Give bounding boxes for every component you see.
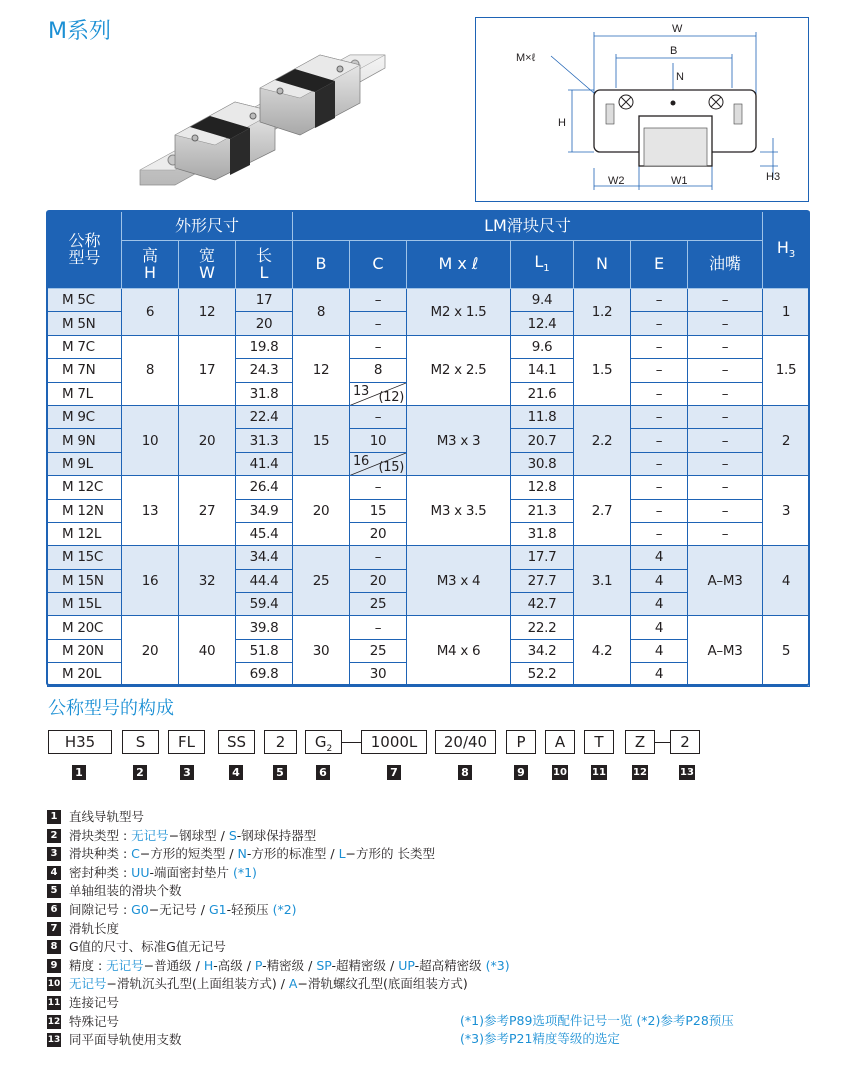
number-badge-3: 3 <box>180 765 194 780</box>
cell-b: 8 <box>293 289 350 336</box>
cell-c <box>350 382 407 405</box>
header-w: 宽 W <box>179 241 236 289</box>
cell-oil-nipple: – <box>688 289 763 312</box>
cell-b: 15 <box>293 405 350 475</box>
cell-l1: 11.8 <box>511 405 574 428</box>
cell-l1: 12.8 <box>511 476 574 499</box>
header-l1: $L_1$ <box>511 241 574 289</box>
cell-e: – <box>631 289 688 312</box>
header-l: 长 L <box>236 241 293 289</box>
cell-e: 4 <box>631 663 688 686</box>
cell-model: M 9N <box>48 429 122 452</box>
legend-number-badge: 6 <box>47 903 61 917</box>
cell-l1: 21.3 <box>511 499 574 522</box>
cell-oil-nipple: A–M3 <box>688 546 763 616</box>
legend-code: SP <box>316 957 332 973</box>
cell-mxl: M3 x 3 <box>407 405 511 475</box>
legend-number-badge: 11 <box>47 997 61 1008</box>
legend-number-badge: 5 <box>47 884 61 898</box>
cell-l1: 14.1 <box>511 359 574 382</box>
legend-number-badge: 3 <box>47 847 61 861</box>
cell-l1: 20.7 <box>511 429 574 452</box>
notes <box>460 1012 734 1048</box>
code-dash <box>342 742 361 743</box>
legend-code: (*1) <box>232 864 257 880</box>
header-model: 公称 型号 <box>48 212 122 289</box>
number-badge-10: 10 <box>553 767 567 778</box>
diagram-label-w1: W1 <box>671 175 688 187</box>
cell-e: – <box>631 359 688 382</box>
number-badge-2: 2 <box>133 765 147 780</box>
composition-title: 公称型号的构成 <box>48 698 174 719</box>
code-box-5: 2 <box>264 730 297 754</box>
legend-text: 精度 : <box>69 957 107 973</box>
table-row <box>48 616 810 639</box>
code-box-4: SS <box>218 730 255 754</box>
number-badge-13: 13 <box>680 767 694 778</box>
code-box-10: A <box>545 730 575 754</box>
code-box-13: 2 <box>670 730 700 754</box>
code-dash <box>655 742 670 743</box>
cell-oil-nipple: – <box>688 476 763 499</box>
legend-item <box>47 938 510 957</box>
legend-code: P <box>254 957 263 973</box>
legend-text: -超高精密级 <box>414 957 486 973</box>
cell-l: 34.9 <box>236 499 293 522</box>
legend-item <box>47 882 510 901</box>
legend-code: (*3) <box>485 957 510 973</box>
diagram-label-w2: W2 <box>608 175 625 187</box>
cell-model: M 7N <box>48 359 122 382</box>
code-box-9: P <box>506 730 536 754</box>
legend-text: -方形的标准型 / <box>246 846 339 862</box>
legend-item <box>47 1013 510 1032</box>
table-row <box>48 476 810 499</box>
cell-mxl: M2 x 2.5 <box>407 335 511 405</box>
legend-item <box>47 845 510 864</box>
cell-c: – <box>350 616 407 639</box>
header-h: 高 H <box>122 241 179 289</box>
legend-item <box>47 827 510 846</box>
cell-h3: 4 <box>763 546 810 616</box>
code-box-6: $G_2$ <box>305 730 342 754</box>
legend-text: -轻预压 <box>226 901 273 917</box>
cell-n: 1.2 <box>574 289 631 336</box>
header-c: C <box>350 241 407 289</box>
cell-model: M 7L <box>48 382 122 405</box>
cell-n: 2.7 <box>574 476 631 546</box>
legend-text: G值的尺寸、标准G值无记号 <box>69 939 226 955</box>
cross-section-diagram <box>475 17 809 202</box>
note-2: (*3)参考P21精度等级的选定 <box>460 1031 620 1046</box>
cell-n: 2.2 <box>574 405 631 475</box>
cell-h: 13 <box>122 476 179 546</box>
cell-h: 8 <box>122 335 179 405</box>
header-b: B <box>293 241 350 289</box>
cell-oil-nipple: – <box>688 335 763 358</box>
cell-e: 4 <box>631 616 688 639</box>
cell-l: 17 <box>236 289 293 312</box>
legend-text: 密封种类 : <box>69 864 132 880</box>
code-box-3: FL <box>168 730 205 754</box>
cell-e: – <box>631 312 688 335</box>
cell-c: – <box>350 289 407 312</box>
legend-text: −普通级 / <box>143 957 204 973</box>
cell-e: – <box>631 522 688 545</box>
cell-model: M 15C <box>48 546 122 569</box>
cell-model: M 5N <box>48 312 122 335</box>
legend-text: 单轴组装的滑块个数 <box>69 883 182 899</box>
table-row <box>48 405 810 428</box>
cell-model: M 12L <box>48 522 122 545</box>
cell-w: 17 <box>179 335 236 405</box>
diagram-label-n: N <box>676 71 684 83</box>
code-box-7: 1000L <box>361 730 427 754</box>
cell-l: 31.3 <box>236 429 293 452</box>
cell-l1: 9.4 <box>511 289 574 312</box>
number-badge-8: 8 <box>458 765 472 780</box>
cell-l: 31.8 <box>236 382 293 405</box>
cell-w: 27 <box>179 476 236 546</box>
legend-text: 滑轨长度 <box>69 920 120 936</box>
legend-item <box>47 994 510 1013</box>
cell-c: – <box>350 546 407 569</box>
number-badge-12: 12 <box>633 767 647 778</box>
cell-h: 10 <box>122 405 179 475</box>
cell-h3: 5 <box>763 616 810 686</box>
legend-number-badge: 1 <box>47 810 61 824</box>
legend-text: 滑块种类 : <box>69 846 132 862</box>
cell-mxl: M4 x 6 <box>407 616 511 686</box>
cell-b: 30 <box>293 616 350 686</box>
cell-l: 51.8 <box>236 639 293 662</box>
cell-e: – <box>631 499 688 522</box>
legend-text: 滑块类型 : <box>69 827 132 843</box>
legend-code: (*2) <box>272 901 297 917</box>
legend-code: 无记号 <box>106 957 144 973</box>
cell-e: – <box>631 452 688 475</box>
legend-number-badge: 10 <box>47 979 61 990</box>
cell-c: 8 <box>350 359 407 382</box>
legend-item <box>47 864 510 883</box>
cell-w: 32 <box>179 546 236 616</box>
legend-code: UP <box>398 957 415 973</box>
cell-l: 22.4 <box>236 405 293 428</box>
cell-model: M 12C <box>48 476 122 499</box>
cell-c: – <box>350 312 407 335</box>
legend-code: H <box>203 957 214 973</box>
cell-c: – <box>350 405 407 428</box>
header-mxl: M x ℓ <box>407 241 511 289</box>
legend-text: −无记号 / <box>148 901 209 917</box>
legend-text: −方形的短类型 / <box>139 846 238 862</box>
cell-l: 45.4 <box>236 522 293 545</box>
legend-number-badge: 13 <box>47 1035 61 1046</box>
cell-l1: 31.8 <box>511 522 574 545</box>
legend-code: 无记号 <box>69 976 107 992</box>
legend-text: -精密级 / <box>262 957 317 973</box>
cell-h: 16 <box>122 546 179 616</box>
table-row <box>48 289 810 312</box>
cell-n: 3.1 <box>574 546 631 616</box>
cell-c: 25 <box>350 639 407 662</box>
diagram-label-h: H <box>558 117 566 129</box>
cell-c-alt-value: (12) <box>378 389 404 405</box>
legend-item <box>47 808 510 827</box>
header-lm-block-dims: LM滑块尺寸 <box>293 212 763 241</box>
header-n: N <box>574 241 631 289</box>
legend-text: -高级 / <box>213 957 255 973</box>
diagram-label-h3: H3 <box>766 171 781 183</box>
cell-c: 20 <box>350 522 407 545</box>
cell-l1: 17.7 <box>511 546 574 569</box>
cell-c-alt-value: (15) <box>378 460 404 476</box>
legend-code: 无记号 <box>131 827 169 843</box>
cell-c: 15 <box>350 499 407 522</box>
legend-code: A <box>288 976 298 992</box>
legend-code: N <box>237 846 247 862</box>
legend-text: −方形的 长类型 <box>345 846 435 862</box>
cell-n: 1.5 <box>574 335 631 405</box>
number-badge-7: 7 <box>387 765 401 780</box>
composition-legend <box>47 808 510 1050</box>
cell-model: M 20C <box>48 616 122 639</box>
cell-h: 6 <box>122 289 179 336</box>
number-badge-11: 11 <box>592 767 606 778</box>
code-box-12: Z <box>625 730 655 754</box>
legend-text: 直线导轨型号 <box>69 809 145 824</box>
legend-number-badge: 9 <box>47 959 61 973</box>
cell-l: 34.4 <box>236 546 293 569</box>
header-outer-dims: 外形尺寸 <box>122 212 293 241</box>
code-box-2: S <box>122 730 159 754</box>
cell-c: 10 <box>350 429 407 452</box>
number-badge-5: 5 <box>273 765 287 780</box>
cell-c: 25 <box>350 593 407 616</box>
legend-code: UU <box>131 864 150 880</box>
cell-oil-nipple: – <box>688 405 763 428</box>
cell-oil-nipple: – <box>688 359 763 382</box>
cell-e: – <box>631 405 688 428</box>
legend-number-badge: 7 <box>47 922 61 936</box>
linear-guide-illustration <box>135 40 395 200</box>
cell-c: 20 <box>350 569 407 592</box>
legend-text: -端面密封垫片 <box>149 864 233 880</box>
legend-text: −滑轨螺纹孔型(底面组装方式) <box>297 976 468 992</box>
cell-l: 59.4 <box>236 593 293 616</box>
cell-l1: 9.6 <box>511 335 574 358</box>
cell-oil-nipple: – <box>688 452 763 475</box>
cell-l1: 27.7 <box>511 569 574 592</box>
legend-text: −滑轨沉头孔型(上面组装方式) / <box>106 976 289 992</box>
cell-oil-nipple: – <box>688 382 763 405</box>
cell-l1: 30.8 <box>511 452 574 475</box>
header-e: E <box>631 241 688 289</box>
legend-item <box>47 920 510 939</box>
legend-item <box>47 957 510 976</box>
diagram-label-mxl: M×ℓ <box>516 52 536 64</box>
cell-mxl: M2 x 1.5 <box>407 289 511 336</box>
cell-l1: 22.2 <box>511 616 574 639</box>
legend-text: -超精密级 / <box>331 957 399 973</box>
cell-h: 20 <box>122 616 179 686</box>
cell-oil-nipple: – <box>688 312 763 335</box>
cell-w: 12 <box>179 289 236 336</box>
cell-l1: 34.2 <box>511 639 574 662</box>
header-h3: $H_3$ <box>763 212 810 289</box>
cell-oil-nipple: – <box>688 499 763 522</box>
spec-table <box>47 211 810 687</box>
cell-l1: 12.4 <box>511 312 574 335</box>
cell-l: 39.8 <box>236 616 293 639</box>
number-badge-9: 9 <box>514 765 528 780</box>
code-box-1: H35 <box>48 730 112 754</box>
cell-model: M 15N <box>48 569 122 592</box>
legend-item <box>47 901 510 920</box>
cell-l: 69.8 <box>236 663 293 686</box>
number-badge-1: 1 <box>72 765 86 780</box>
cell-l: 41.4 <box>236 452 293 475</box>
legend-item <box>47 975 510 994</box>
legend-number-badge: 12 <box>47 1016 61 1027</box>
diagram-label-b: B <box>670 45 678 57</box>
cell-e: – <box>631 429 688 452</box>
legend-text: 间隙记号 : <box>69 901 132 917</box>
cell-mxl: M3 x 3.5 <box>407 476 511 546</box>
cell-b: 12 <box>293 335 350 405</box>
legend-text: −钢球型 / <box>168 827 229 843</box>
legend-code: G1 <box>208 901 227 917</box>
cell-h3: 3 <box>763 476 810 546</box>
cell-oil-nipple: – <box>688 522 763 545</box>
code-box-11: T <box>584 730 614 754</box>
cell-w: 20 <box>179 405 236 475</box>
cell-e: – <box>631 476 688 499</box>
legend-text: 同平面导轨使用支数 <box>69 1032 182 1048</box>
cell-model: M 9C <box>48 405 122 428</box>
cell-e: 4 <box>631 639 688 662</box>
cell-w: 40 <box>179 616 236 686</box>
cell-l: 19.8 <box>236 335 293 358</box>
cell-c: – <box>350 476 407 499</box>
legend-item <box>47 1031 510 1050</box>
header-oil-nipple: 油嘴 <box>688 241 763 289</box>
diagram-label-w: W <box>672 23 683 35</box>
cell-c-value: 16 <box>353 453 369 469</box>
cell-h3: 1.5 <box>763 335 810 405</box>
cell-model: M 9L <box>48 452 122 475</box>
cell-b: 25 <box>293 546 350 616</box>
cell-c <box>350 452 407 475</box>
cell-c-value: 13 <box>353 383 369 399</box>
cell-l1: 21.6 <box>511 382 574 405</box>
cell-h3: 1 <box>763 289 810 336</box>
legend-code: C <box>131 846 140 862</box>
legend-code: L <box>338 846 346 862</box>
cell-c: 30 <box>350 663 407 686</box>
number-badge-6: 6 <box>316 765 330 780</box>
cell-h3: 2 <box>763 405 810 475</box>
cell-oil-nipple: A–M3 <box>688 616 763 686</box>
cell-l: 24.3 <box>236 359 293 382</box>
legend-code: G0 <box>131 901 149 917</box>
cell-model: M 20L <box>48 663 122 686</box>
cell-b: 20 <box>293 476 350 546</box>
cell-c: – <box>350 335 407 358</box>
table-row <box>48 335 810 358</box>
cell-e: – <box>631 335 688 358</box>
cell-l1: 42.7 <box>511 593 574 616</box>
legend-number-badge: 4 <box>47 866 61 880</box>
cell-l: 20 <box>236 312 293 335</box>
cell-mxl: M3 x 4 <box>407 546 511 616</box>
cell-model: M 20N <box>48 639 122 662</box>
cell-model: M 15L <box>48 593 122 616</box>
code-box-8: 20/40 <box>435 730 496 754</box>
table-row <box>48 546 810 569</box>
cell-oil-nipple: – <box>688 429 763 452</box>
number-badge-4: 4 <box>229 765 243 780</box>
cell-model: M 7C <box>48 335 122 358</box>
cell-e: 4 <box>631 569 688 592</box>
cell-e: 4 <box>631 546 688 569</box>
note-1: (*1)参考P89选项配件记号一览 (*2)参考P28预压 <box>460 1013 734 1028</box>
cell-model: M 12N <box>48 499 122 522</box>
page-title: M系列 <box>48 19 111 44</box>
cell-l: 26.4 <box>236 476 293 499</box>
cell-n: 4.2 <box>574 616 631 686</box>
legend-text: -钢球保持器型 <box>236 827 317 843</box>
cell-model: M 5C <box>48 289 122 312</box>
legend-text: 特殊记号 <box>69 1013 120 1029</box>
legend-number-badge: 8 <box>47 940 61 954</box>
cell-l: 44.4 <box>236 569 293 592</box>
legend-code: S <box>228 827 237 843</box>
cell-l1: 52.2 <box>511 663 574 686</box>
legend-text: 连接记号 <box>69 994 120 1010</box>
cell-e: 4 <box>631 593 688 616</box>
cell-e: – <box>631 382 688 405</box>
legend-number-badge: 2 <box>47 829 61 843</box>
